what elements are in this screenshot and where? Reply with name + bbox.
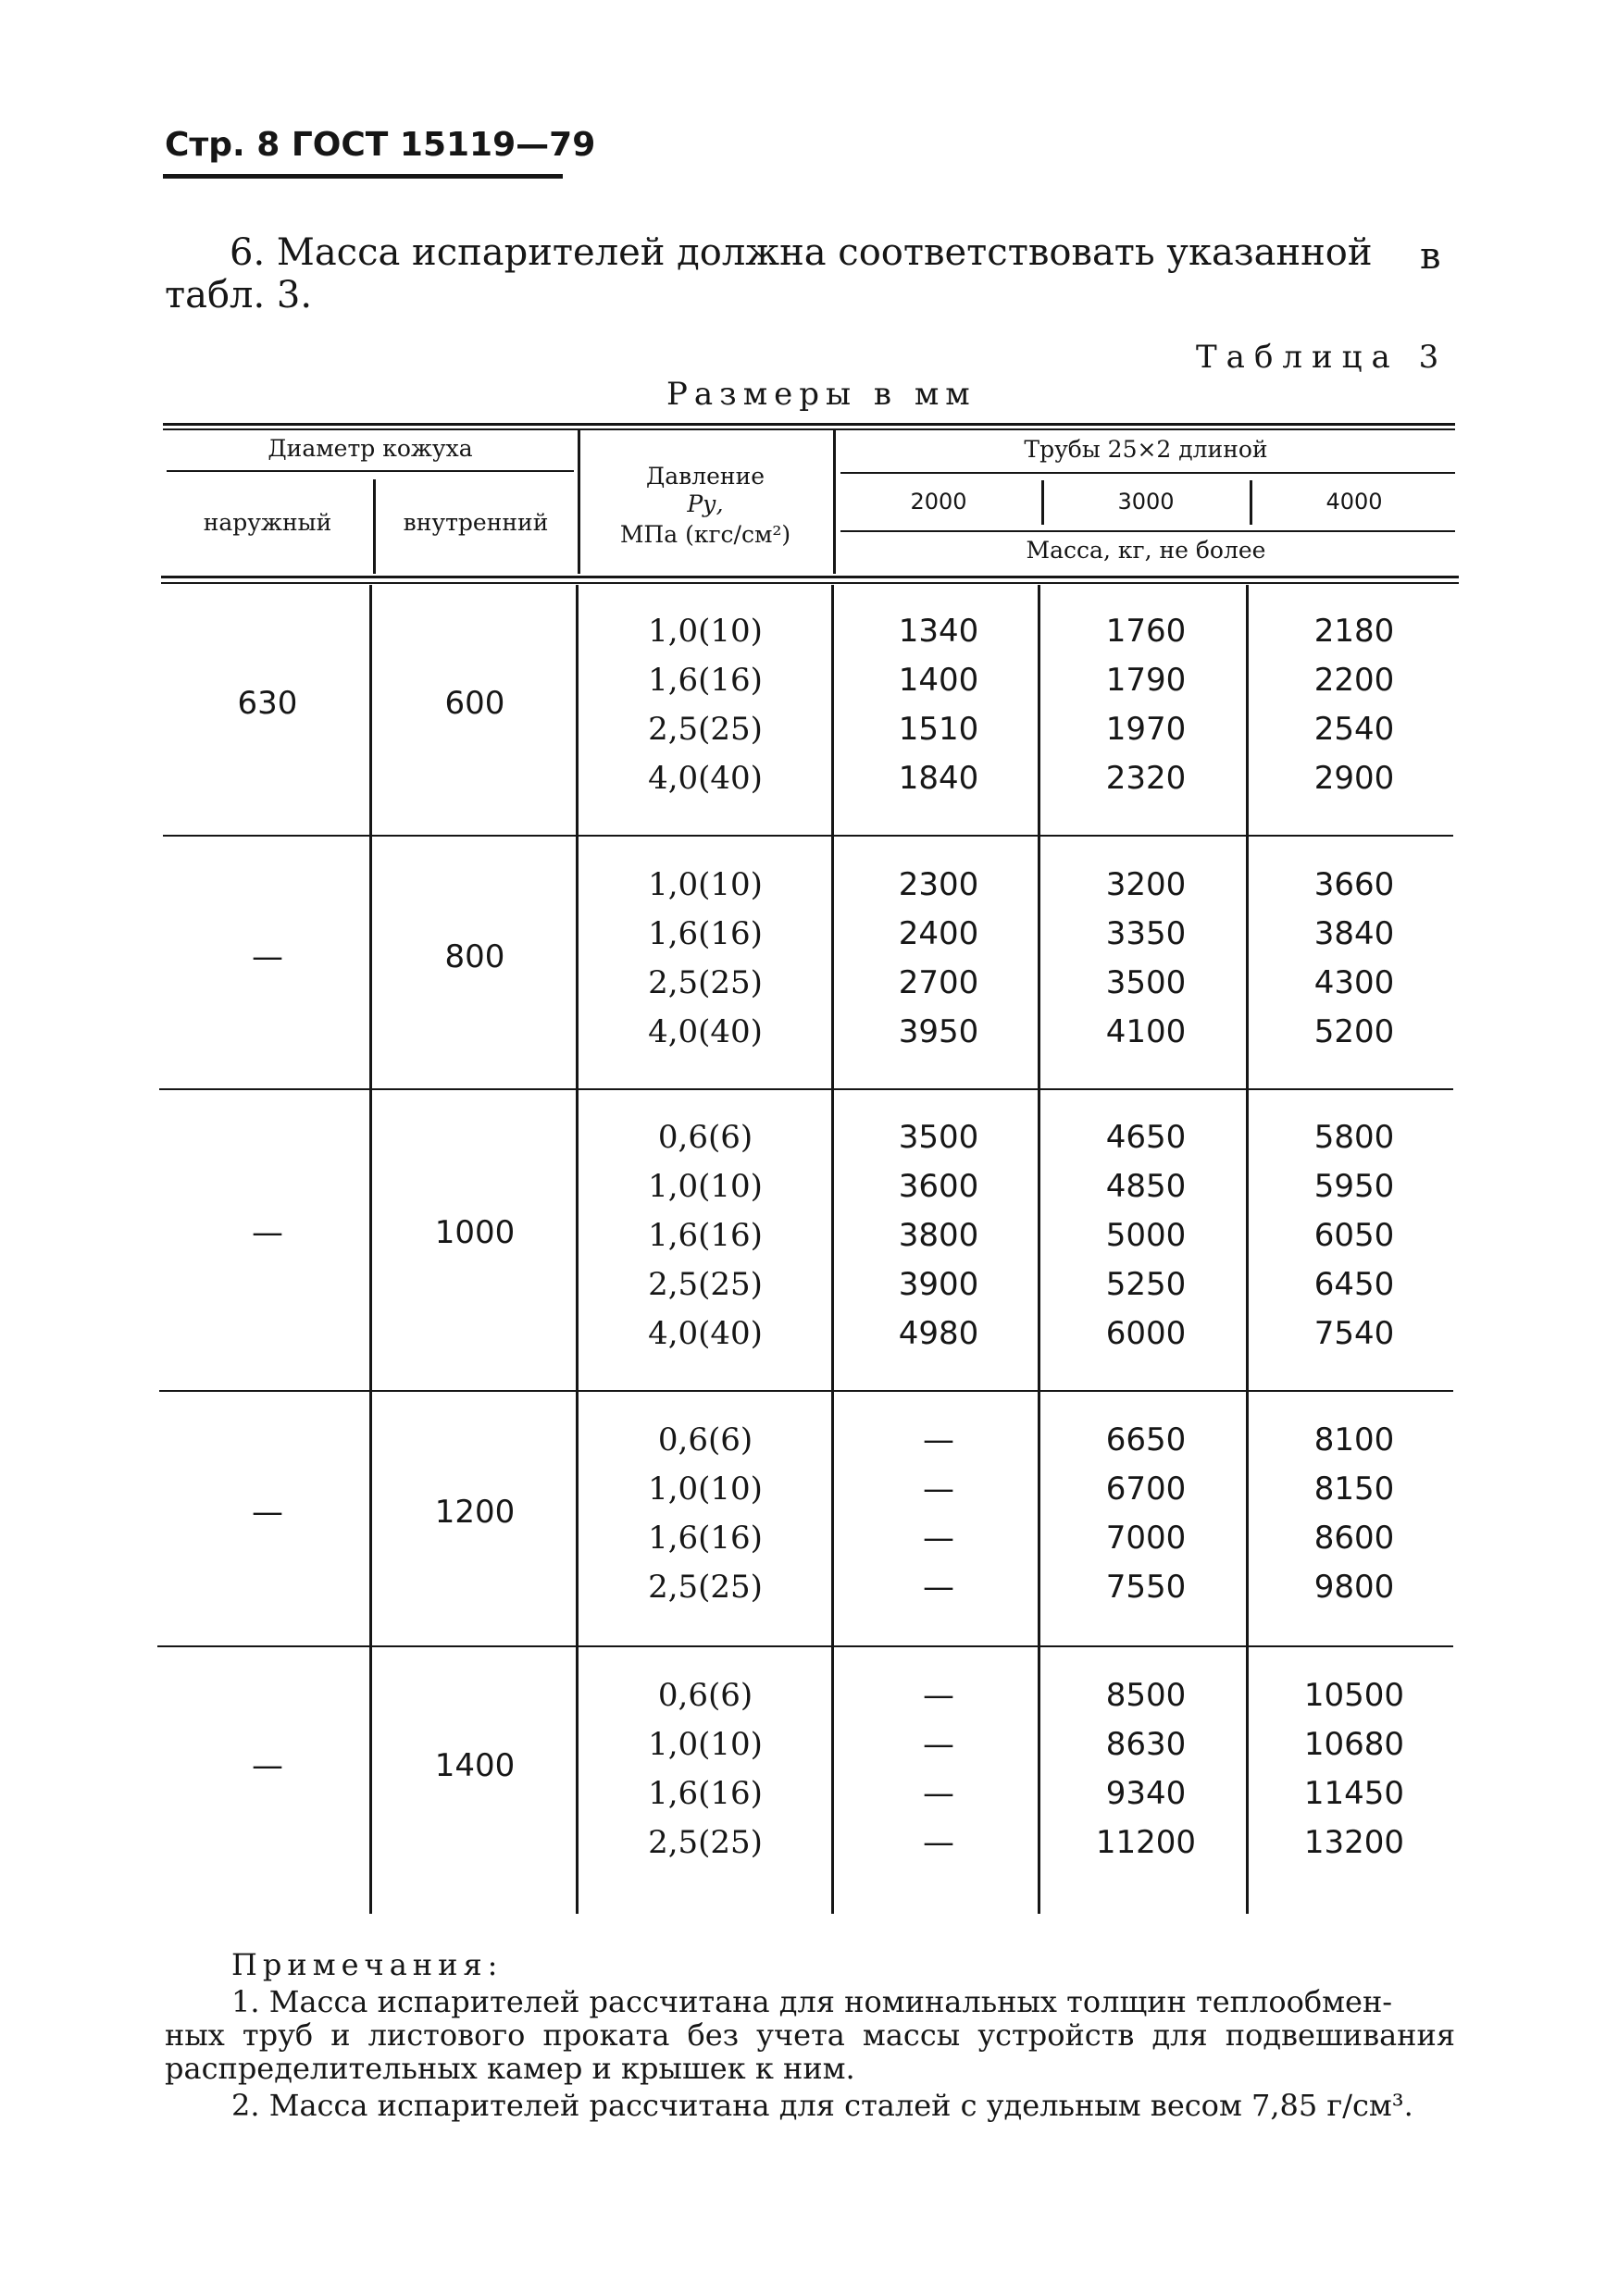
header-bottom-rule: [161, 576, 1459, 578]
cell-mass: —: [923, 1471, 954, 1508]
cell-mass: 3350: [1105, 915, 1187, 952]
cell-mass: 7550: [1105, 1569, 1187, 1606]
cell-mass: 1760: [1105, 613, 1187, 650]
cell-outer: 630: [237, 685, 298, 722]
cell-mass: 5950: [1313, 1168, 1395, 1205]
cell-outer: —: [252, 1494, 283, 1531]
cell-inner: 600: [444, 685, 505, 722]
cell-mass: 3500: [898, 1119, 979, 1156]
cell-mass-2000-list: [837, 1113, 1040, 1359]
header-rule-tubes: [840, 472, 1455, 474]
cell-mass-3000-list: [1044, 607, 1248, 803]
header-len-3000: 3000: [1117, 489, 1175, 515]
cell-mass: 9340: [1105, 1775, 1187, 1812]
cell-pressure: 4,0(40): [648, 1013, 763, 1050]
cell-mass: 2300: [898, 866, 979, 903]
cell-mass-3000-list: [1044, 1671, 1248, 1868]
table-top-rule: [163, 423, 1455, 426]
cell-mass: 8500: [1105, 1677, 1187, 1714]
cell-mass: 2540: [1313, 711, 1395, 748]
header-rule: [163, 174, 563, 179]
cell-pressure: 4,0(40): [648, 760, 763, 797]
cell-mass: 1790: [1105, 662, 1187, 699]
cell-pressure: 1,0(10): [648, 1471, 763, 1508]
group-separator: [163, 835, 1453, 837]
header-outer: наружный: [203, 509, 332, 536]
table-label: Таблица 3: [1196, 339, 1449, 376]
cell-mass: 6050: [1313, 1217, 1395, 1254]
cell-mass-2000-list: [837, 1671, 1040, 1868]
cell-mass: 3660: [1313, 866, 1395, 903]
cell-mass: 10500: [1303, 1677, 1405, 1714]
cell-mass: 6000: [1105, 1315, 1187, 1352]
cell-mass: 8600: [1313, 1520, 1395, 1557]
cell-mass: 11450: [1303, 1775, 1405, 1812]
cell-pressure: 1,0(10): [648, 866, 763, 903]
cell-mass: 1840: [898, 760, 979, 797]
cell-pressure: 1,6(16): [648, 1775, 763, 1812]
cell-mass: —: [923, 1726, 954, 1763]
cell-pressure: 4,0(40): [648, 1315, 763, 1352]
cell-pressure: 0,6(6): [657, 1677, 753, 1714]
cell-mass: 2700: [898, 964, 979, 1001]
cell-mass: 5000: [1105, 1217, 1187, 1254]
cell-mass: —: [923, 1520, 954, 1557]
header-rule-lengths: [840, 530, 1455, 532]
vline-pressure-mass-head: [833, 429, 836, 574]
cell-mass: 5250: [1105, 1266, 1187, 1303]
cell-mass: 6700: [1105, 1471, 1187, 1508]
cell-mass: 3800: [898, 1217, 979, 1254]
paragraph-line-1: 6. Масса испарителей должна соответствовать указанной: [230, 231, 1373, 274]
notes-title: Примечания:: [231, 1947, 504, 1982]
header-pressure-1: Давление: [645, 463, 765, 490]
cell-mass: 11200: [1095, 1824, 1197, 1861]
cell-inner: 1400: [434, 1747, 516, 1784]
cell-mass: 3840: [1313, 915, 1395, 952]
cell-mass: 7540: [1313, 1315, 1395, 1352]
cell-mass: 8150: [1313, 1471, 1395, 1508]
cell-mass-4000-list: [1252, 861, 1456, 1057]
cell-mass-3000-list: [1044, 1416, 1248, 1612]
cell-mass: 3900: [898, 1266, 979, 1303]
cell-mass: 3600: [898, 1168, 979, 1205]
cell-pressure: 2,5(25): [648, 1569, 763, 1606]
cell-mass: 2180: [1313, 613, 1395, 650]
cell-mass: 6450: [1313, 1266, 1395, 1303]
cell-mass: 9800: [1313, 1569, 1395, 1606]
cell-pressure: 2,5(25): [648, 711, 763, 748]
cell-mass: 1970: [1105, 711, 1187, 748]
cell-pressure-list: [579, 1671, 831, 1868]
header-rule-diam: [167, 470, 574, 472]
cell-pressure: 1,6(16): [648, 915, 763, 952]
group-separator: [159, 1390, 1453, 1392]
cell-mass: 8630: [1105, 1726, 1187, 1763]
cell-mass: 3500: [1105, 964, 1187, 1001]
cell-pressure: 2,5(25): [648, 1824, 763, 1861]
cell-pressure-list: [579, 1113, 831, 1359]
cell-pressure-list: [579, 1416, 831, 1612]
cell-mass-4000-list: [1252, 1416, 1456, 1612]
header-bottom-rule-2: [161, 582, 1459, 584]
header-mass: Масса, кг, не более: [1026, 537, 1266, 564]
cell-outer: —: [252, 938, 283, 975]
cell-outer: —: [252, 1214, 283, 1251]
cell-mass: 2200: [1313, 662, 1395, 699]
note-1-line-3: распределительных камер и крышек к ним.: [165, 2051, 855, 2086]
note-1-line-2: ных труб и листового проката без учета массы устройств для подвешивания: [165, 2017, 1455, 2053]
cell-mass: 5800: [1313, 1119, 1395, 1156]
cell-pressure-list: [579, 607, 831, 803]
cell-mass: —: [923, 1775, 954, 1812]
cell-mass-3000-list: [1044, 1113, 1248, 1359]
cell-pressure: 1,0(10): [648, 613, 763, 650]
header-tubes: Трубы 25×2 длиной: [1024, 436, 1268, 463]
cell-mass: 4100: [1105, 1013, 1187, 1050]
cell-pressure: 1,0(10): [648, 1168, 763, 1205]
cell-mass: 7000: [1105, 1520, 1187, 1557]
cell-mass: 4300: [1313, 964, 1395, 1001]
group-separator: [157, 1645, 1453, 1647]
cell-mass: 6650: [1105, 1421, 1187, 1458]
cell-pressure: 2,5(25): [648, 1266, 763, 1303]
cell-mass: 10680: [1303, 1726, 1405, 1763]
cell-mass: —: [923, 1569, 954, 1606]
cell-pressure: 0,6(6): [657, 1421, 753, 1458]
units-caption: Размеры в мм: [666, 376, 977, 413]
vline-pressure-mass: [831, 585, 834, 1914]
cell-mass: —: [923, 1824, 954, 1861]
cell-mass-2000-list: [837, 861, 1040, 1057]
cell-mass: 1510: [898, 711, 979, 748]
header-pressure-2: Pу,: [687, 490, 724, 517]
header-inner: внутренний: [403, 509, 549, 536]
cell-pressure: 1,6(16): [648, 662, 763, 699]
cell-mass-2000-list: [837, 1416, 1040, 1612]
note-1-line-1: 1. Масса испарителей рассчитана для номинальных толщин теплообмен-: [231, 1984, 1393, 2019]
cell-mass: 4650: [1105, 1119, 1187, 1156]
cell-mass: 4980: [898, 1315, 979, 1352]
cell-pressure: 0,6(6): [657, 1119, 753, 1156]
cell-mass: 13200: [1303, 1824, 1405, 1861]
cell-mass-3000-list: [1044, 861, 1248, 1057]
note-2: 2. Масса испарителей рассчитана для сталей с удельным весом 7,85 г/см³.: [231, 2088, 1413, 2123]
cell-pressure-list: [579, 861, 831, 1057]
cell-mass: 2320: [1105, 760, 1187, 797]
cell-inner: 1000: [434, 1214, 516, 1251]
cell-mass-2000-list: [837, 607, 1040, 803]
group-separator: [159, 1088, 1453, 1090]
cell-mass: 2900: [1313, 760, 1395, 797]
paragraph-line-2: табл. 3.: [165, 274, 313, 316]
header-len-4000: 4000: [1326, 489, 1383, 515]
cell-pressure: 2,5(25): [648, 964, 763, 1001]
header-len-2000: 2000: [910, 489, 967, 515]
cell-mass: 1400: [898, 662, 979, 699]
cell-outer: —: [252, 1747, 283, 1784]
cell-mass: 2400: [898, 915, 979, 952]
cell-mass: —: [923, 1677, 954, 1714]
cell-pressure: 1,0(10): [648, 1726, 763, 1763]
header-pressure-3: МПа (кгс/см²): [619, 521, 791, 548]
page-header: Стр. 8 ГОСТ 15119—79: [165, 126, 596, 164]
cell-mass: 3200: [1105, 866, 1187, 903]
cell-mass: 1340: [898, 613, 979, 650]
cell-mass-4000-list: [1252, 1113, 1456, 1359]
cell-mass-4000-list: [1252, 1671, 1456, 1868]
header-diameter: Диаметр кожуха: [268, 435, 473, 462]
cell-inner: 800: [444, 938, 505, 975]
cell-mass: —: [923, 1421, 954, 1458]
cell-inner: 1200: [434, 1494, 516, 1531]
cell-mass: 4850: [1105, 1168, 1187, 1205]
cell-pressure: 1,6(16): [648, 1520, 763, 1557]
paragraph-line-1-end: в: [1420, 235, 1441, 278]
cell-mass: 3950: [898, 1013, 979, 1050]
cell-pressure: 1,6(16): [648, 1217, 763, 1254]
cell-mass: 5200: [1313, 1013, 1395, 1050]
cell-mass-4000-list: [1252, 607, 1456, 803]
cell-mass: 8100: [1313, 1421, 1395, 1458]
